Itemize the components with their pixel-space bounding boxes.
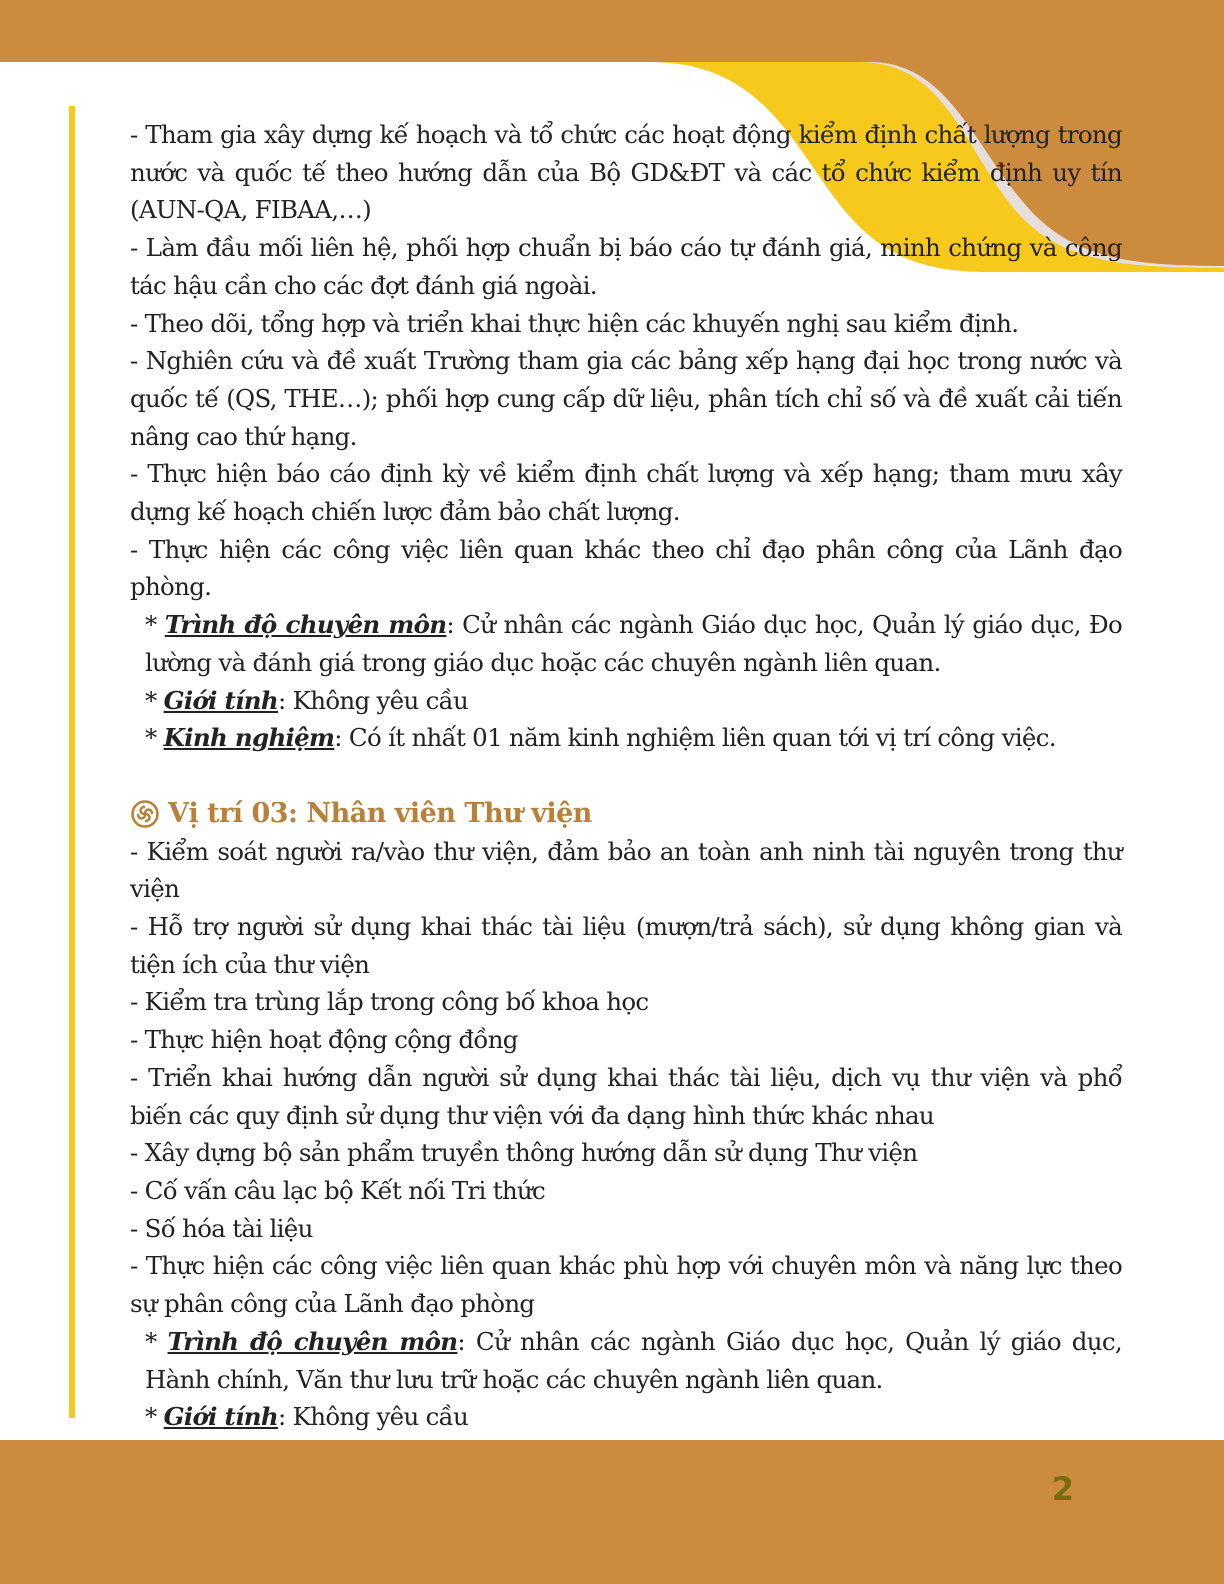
section-heading-text: Vị trí 03: Nhân viên Thư viện [168,797,592,829]
requirement-text: : Cử nhân các ngành Giáo dục học, Quản lý giáo dục, Đo lường và đánh giá trong giáo dục hoặc các chuyên ngành liên quan. [145,610,1123,677]
list-item: - Thực hiện các công việc liên quan khác phù hợp với chuyên môn và năng lực theo sự phân công của Lãnh đạo phòng [130,1251,1122,1319]
requirement-label: Kinh nghiệm [163,723,335,753]
list-item: - Hỗ trợ người sử dụng khai thác tài liệu (mượn/trả sách), sử dụng không gian và tiện ích của thư viện [130,912,1122,979]
document-body [130,116,1122,1474]
list-item: - Cố vấn câu lạc bộ Kết nối Tri thức [130,1175,546,1205]
list-item: - Tham gia xây dựng kế hoạch và tổ chức các hoạt động kiểm định chất lượng trong nước và quốc tế theo hướng dẫn của Bộ GD&ĐT và các tổ chức kiểm định uy tín (AUN-QA, FIBAA,…) [130,120,1122,225]
requirement-text: : Cử nhân các ngành Giáo dục học, Quản lý giáo dục, Hành chính, Văn thư lưu trữ hoặc các chuyên ngành liên quan. [145,1326,1122,1394]
list-item: - Theo dõi, tổng hợp và triển khai thực hiện các khuyến nghị sau kiểm định. [130,308,1019,338]
requirement-text: : Không yêu cầu [278,1402,469,1432]
section-gap [130,757,1122,795]
footer-band [0,1440,1224,1584]
list-item: - Kiểm soát người ra/vào thư viện, đảm bảo an toàn anh ninh tài nguyên trong thư viện [130,836,1122,904]
requirement-label: Giới tính [163,685,278,715]
list-item: - Thực hiện các công việc liên quan khác theo chỉ đạo phân công của Lãnh đạo phòng. [130,534,1122,602]
list-item: - Thực hiện hoạt động cộng đồng [130,1025,518,1055]
list-item: - Thực hiện báo cáo định kỳ về kiểm định chất lượng và xếp hạng; tham mưu xây dựng kế hoạch chiến lược đảm bảo chất lượng. [130,459,1122,527]
list-item: - Kiểm tra trùng lắp trong công bố khoa học [130,987,649,1017]
section-heading [130,795,1122,833]
requirement-text: : Có ít nhất 01 năm kinh nghiệm liên quan tới vị trí công việc. [334,723,1056,753]
requirement-label: Trình độ chuyên môn [167,1326,458,1356]
requirement-experience: * Kinh nghiệm: Có ít nhất 01 năm kinh nghiệm liên quan tới vị trí công việc. [145,723,1056,753]
requirement-text: : Không yêu cầu [278,685,469,715]
page-number: 2 [1051,1470,1074,1508]
requirement-qualification: * Trình độ chuyên môn: Cử nhân các ngành Giáo dục học, Quản lý giáo dục, Hành chính, Văn thư lưu trữ hoặc các chuyên ngành liên quan. [145,1326,1122,1394]
requirement-label: Giới tính [163,1402,278,1432]
list-item: - Số hóa tài liệu [130,1213,313,1243]
left-accent-rule [69,106,75,1418]
list-item: - Xây dựng bộ sản phẩm truyền thông hướng dẫn sử dụng Thư viện [130,1138,918,1168]
list-item: - Triển khai hướng dẫn người sử dụng khai thác tài liệu, dịch vụ thư viện và phổ biến các quy định sử dụng thư viện với đa dạng hình thức khác nhau [130,1062,1122,1130]
requirement-qualification: * Trình độ chuyên môn: Cử nhân các ngành Giáo dục học, Quản lý giáo dục, Đo lường và đánh giá trong giáo dục hoặc các chuyên ngành liên quan. [145,610,1123,677]
requirement-label: Trình độ chuyên môn [164,610,447,640]
requirement-gender: * Giới tính: Không yêu cầu [145,685,469,715]
list-item: - Làm đầu mối liên hệ, phối hợp chuẩn bị báo cáo tự đánh giá, minh chứng và công tác hậu cần cho các đợt đánh giá ngoài. [130,233,1122,300]
requirement-gender: * Giới tính: Không yêu cầu [145,1402,469,1432]
list-item: - Nghiên cứu và đề xuất Trường tham gia các bảng xếp hạng đại học trong nước và quốc tế (QS, THE…); phối hợp cung cấp dữ liệu, phân tích chỉ số và đề xuất cải tiến nâng cao thứ hạng. [130,346,1122,451]
spiral-icon [130,799,160,829]
